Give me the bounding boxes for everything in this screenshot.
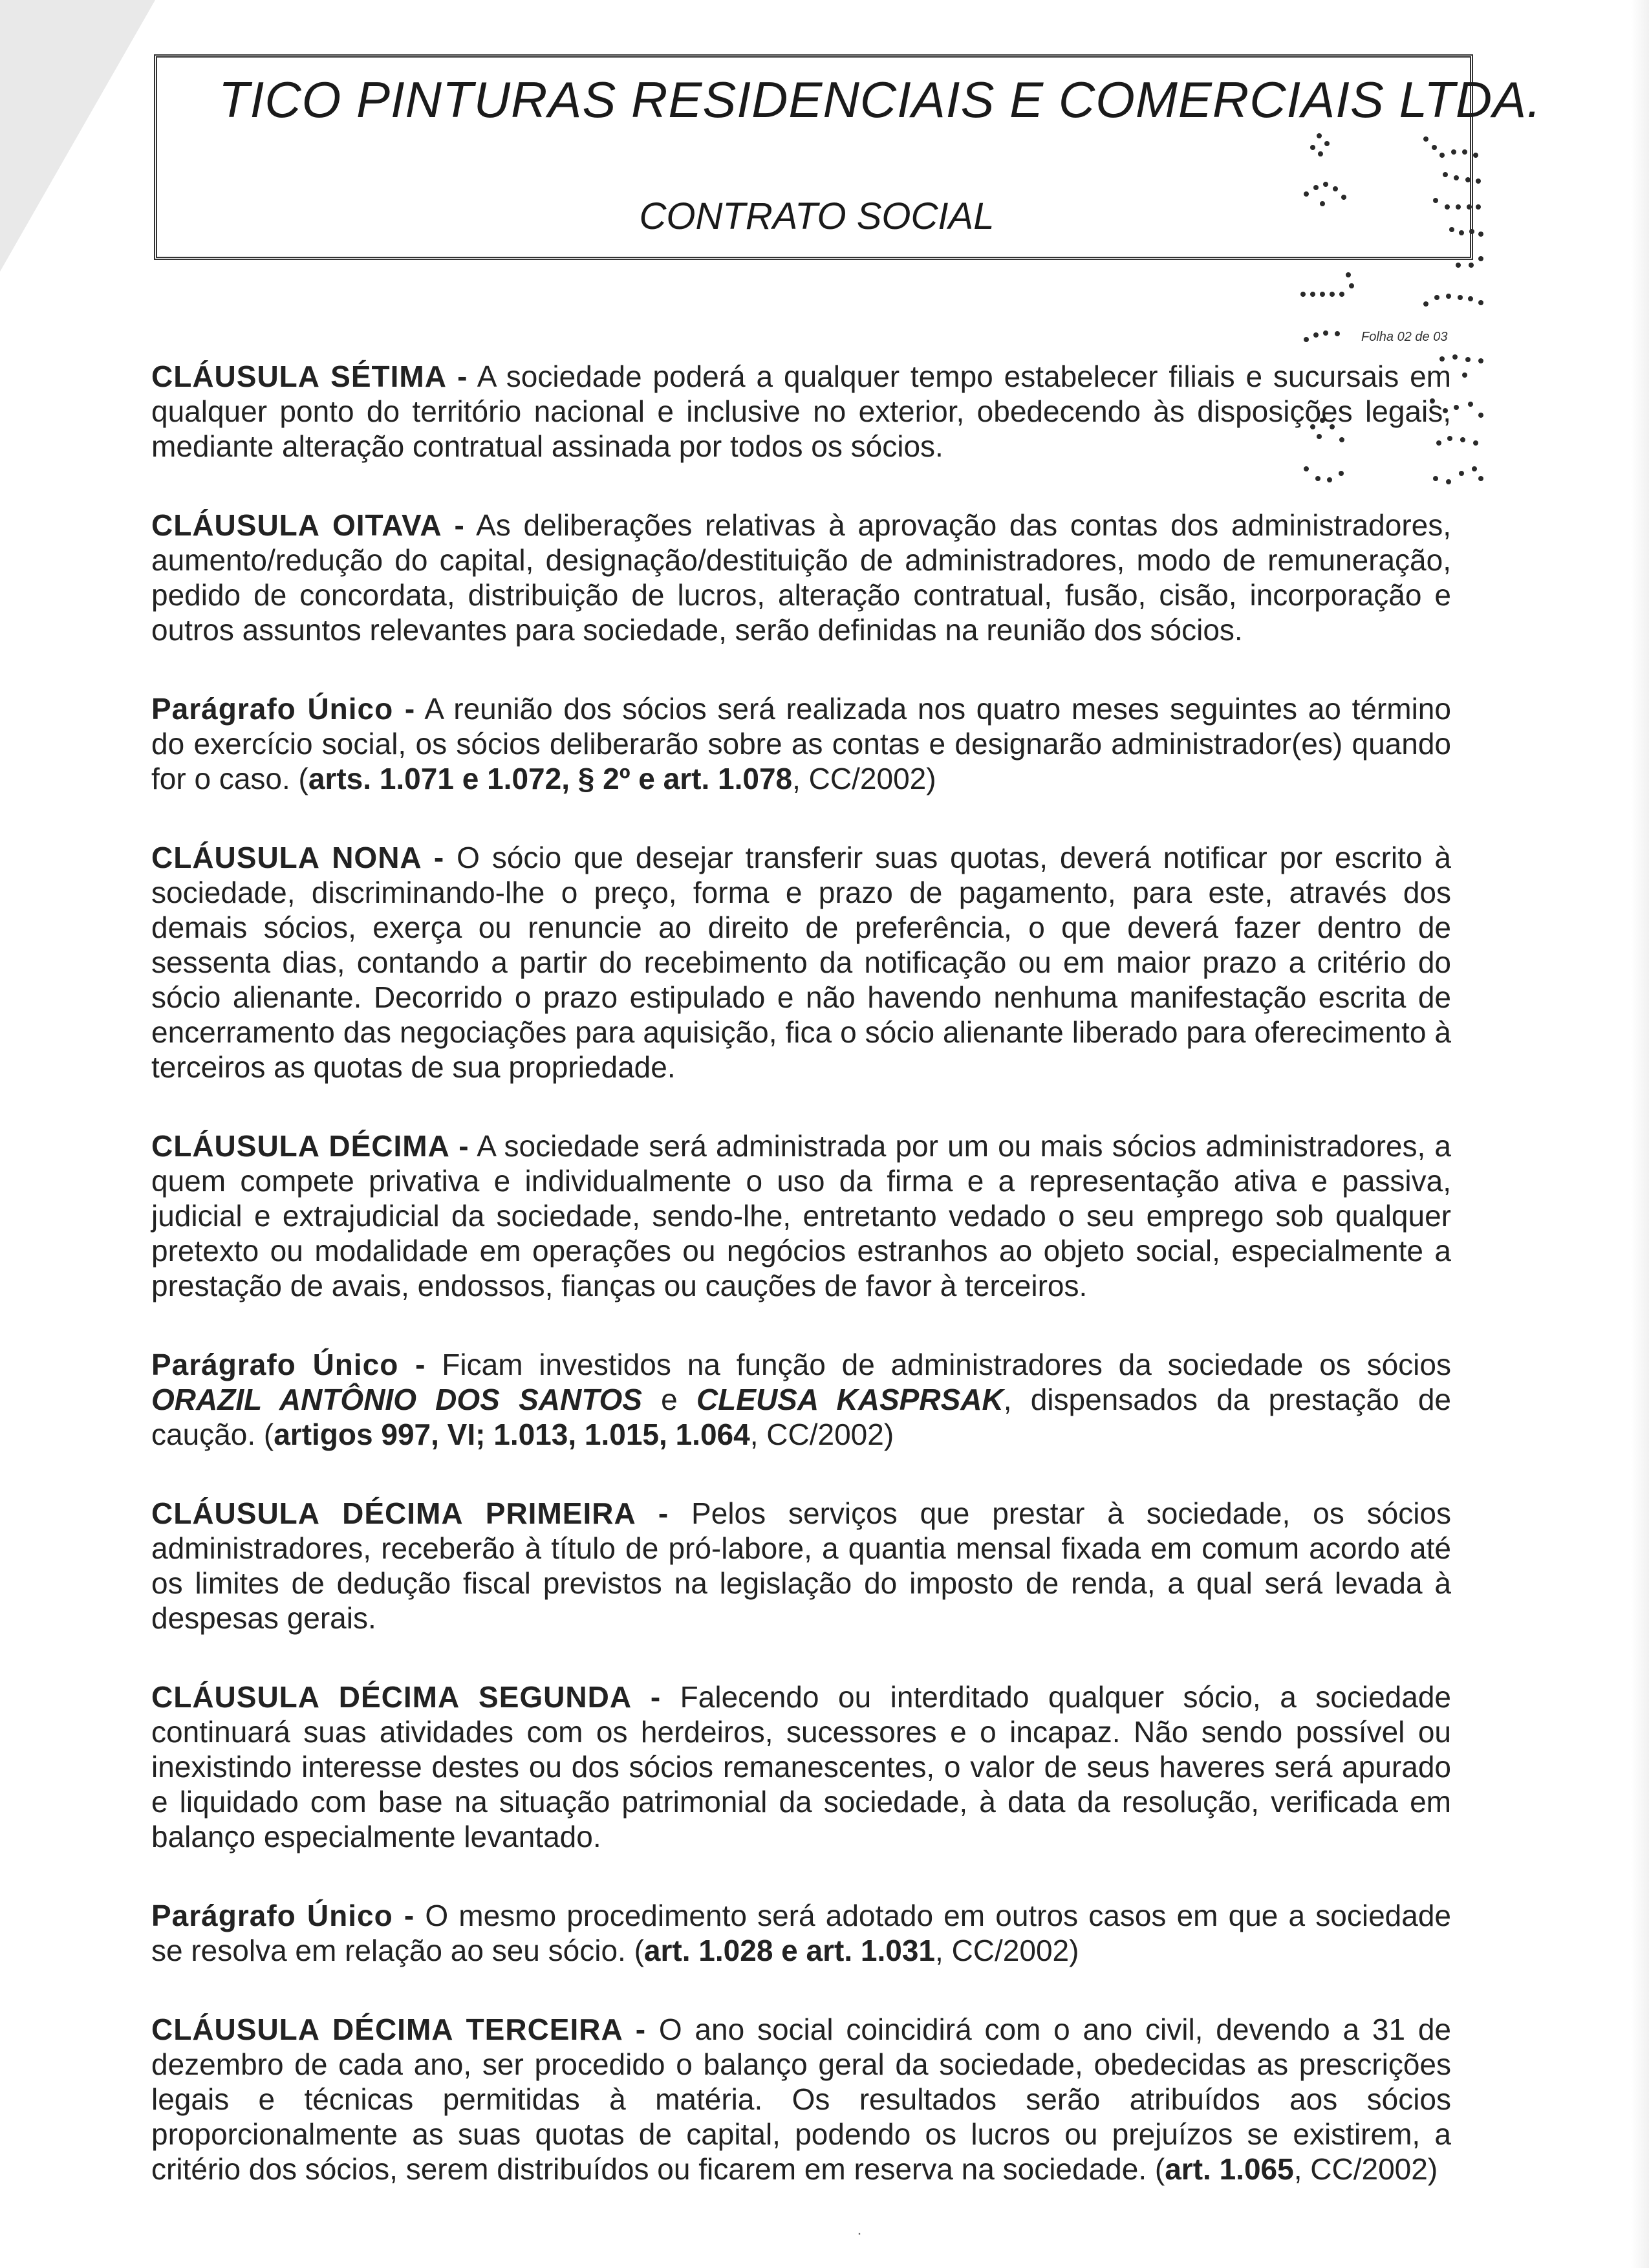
clause-text: A sociedade será administrada por um ou mais sócios administradores, a quem compete privativa e individualmente o uso da firma e a representação ativa e passiva, judicial e extrajudicial da sociedade, sendo-lhe, entretanto vedado o seu emprego sob qualquer pretexto ou modalidade em operações ou negócios estranhos ao objeto social, especialmente a prestação de avais, endossos, fianças ou cauções de favor à terceiros. [151,1129,1451,1302]
clause-text: A sociedade poderá a qualquer tempo estabelecer filiais e sucursais em qualquer ponto do território nacional e inclusive no exterior, obedecendo às disposições legais, mediante alteração contratual assinada por todos os sócios. [151,360,1451,463]
page-edge-shadow [1631,0,1649,2268]
clause-heading: CLÁUSULA DÉCIMA TERCEIRA - [151,2013,647,2046]
clause-heading: CLÁUSULA DÉCIMA PRIMEIRA - [151,1496,669,1530]
legal-reference-tail: , CC/2002) [1293,2152,1438,2186]
clause-decima-primeira [151,1496,1451,1636]
paragraph-text: Ficam investidos na função de administradores da sociedade os sócios [426,1348,1451,1381]
paragraph-text: O mesmo procedimento será adotado em outros casos em que a sociedade se resolva em relação ao seu sócio. ( [151,1899,1451,1967]
legal-reference: art. 1.065 [1165,2152,1294,2186]
paragraph-text: , dispensados da prestação de caução. ( [151,1383,1451,1451]
contract-body [151,359,1451,2230]
clause-decima-paragraph [151,1347,1451,1452]
legal-reference: art. 1.028 e art. 1.031 [643,1934,936,1967]
scan-speck: · [857,2225,862,2242]
legal-reference-tail: , CC/2002) [935,1934,1079,1967]
clause-decima [151,1129,1451,1303]
partner-name: ORAZIL ANTÔNIO DOS SANTOS [151,1383,642,1416]
clause-setima [151,359,1451,464]
clause-nona [151,840,1451,1085]
paragraph-text: e [641,1383,696,1416]
clause-heading: CLÁUSULA SÉTIMA - [151,360,468,393]
clause-heading: CLÁUSULA NONA - [151,841,445,874]
clause-heading: CLÁUSULA OITAVA - [151,508,465,542]
legal-reference-tail: , CC/2002) [792,762,936,795]
clause-text: Pelos serviços que prestar à sociedade, os sócios administradores, receberão à título de pró-labore, a quantia mensal fixada em comum acordo até os limites de dedução fiscal previstos na legislação do imposto de renda, a qual será levada à despesas gerais. [151,1496,1451,1635]
clause-text: O ano social coincidirá com o ano civil, devendo a 31 de dezembro de cada ano, ser procedido o balanço geral da sociedade, obedecidas as prescrições legais e técnicas permitidas à matéria. Os resultados serão atribuídos aos sócios proporcionalmente as suas quotas de capital, podendo os lucros ou prejuízos se existirem, a critério dos sócios, serem distribuídos ou ficarem em reserva na sociedade. ( [151,2013,1451,2186]
paragraph-heading: Parágrafo Único - [151,1348,426,1381]
clause-text: Falecendo ou interditado qualquer sócio, a sociedade continuará suas atividades com os herdeiros, sucessores e o incapaz. Não sendo possível ou inexistindo interesse destes ou dos sócios remanescentes, o valor de seus haveres será apurado e liquidado com base na situação patrimonial da sociedade, à data da resolução, verificada em balanço especialmente levantado. [151,1680,1451,1853]
page-corner-fold [0,0,155,272]
company-name: TICO PINTURAS RESIDENCIAIS E COMERCIAIS LTDA. [219,71,1542,128]
clause-oitava [151,508,1451,647]
clause-decima-terceira [151,2012,1451,2187]
clause-text: As deliberações relativas à aprovação das contas dos administradores, aumento/redução do capital, designação/destituição de administradores, modo de remuneração, pedido de concordata, distribuição de lucros, alteração contratual, fusão, cisão, incorporação e outros assuntos relevantes para sociedade, serão definidas na reunião dos sócios. [151,508,1452,647]
legal-reference: artigos 997, VI; 1.013, 1.015, 1.064 [274,1418,750,1451]
document-subtitle: CONTRATO SOCIAL [639,195,995,237]
paragraph-heading: Parágrafo Único - [151,692,416,726]
clause-decima-segunda [151,1679,1451,1854]
document-header [154,54,1542,260]
paragraph-text: A reunião dos sócios será realizada nos quatro meses seguintes ao término do exercício social, os sócios deliberarão sobre as contas e designarão administrador(es) quando for o caso. ( [151,692,1451,795]
clause-heading: CLÁUSULA DÉCIMA - [151,1129,469,1163]
page-number: Folha 02 de 03 [1361,330,1448,344]
legal-reference-tail: , CC/2002) [749,1418,894,1451]
legal-reference: arts. 1.071 e 1.072, § 2º e art. 1.078 [308,762,793,795]
paragraph-heading: Parágrafo Único - [151,1899,415,1932]
clause-oitava-paragraph [151,691,1451,796]
clause-heading: CLÁUSULA DÉCIMA SEGUNDA - [151,1680,662,1714]
clause-text: O sócio que desejar transferir suas quotas, deverá notificar por escrito à sociedade, discriminando-lhe o preço, forma e prazo de pagamento, para este, através dos demais sócios, exerça ou renuncie ao direito de preferência, o que deverá fazer dentro de sessenta dias, contando a partir do recebimento da notificação ou em maior prazo a critério do sócio alienante. Decorrido o prazo estipulado e não havendo nenhuma manifestação escrita de encerramento das negociações para aquisição, fica o sócio alienante liberado para oferecimento à terceiros as quotas de sua propriedade. [151,841,1451,1084]
clause-decima-segunda-paragraph [151,1898,1451,1968]
partner-name: CLEUSA KASPRSAK [696,1383,1004,1416]
